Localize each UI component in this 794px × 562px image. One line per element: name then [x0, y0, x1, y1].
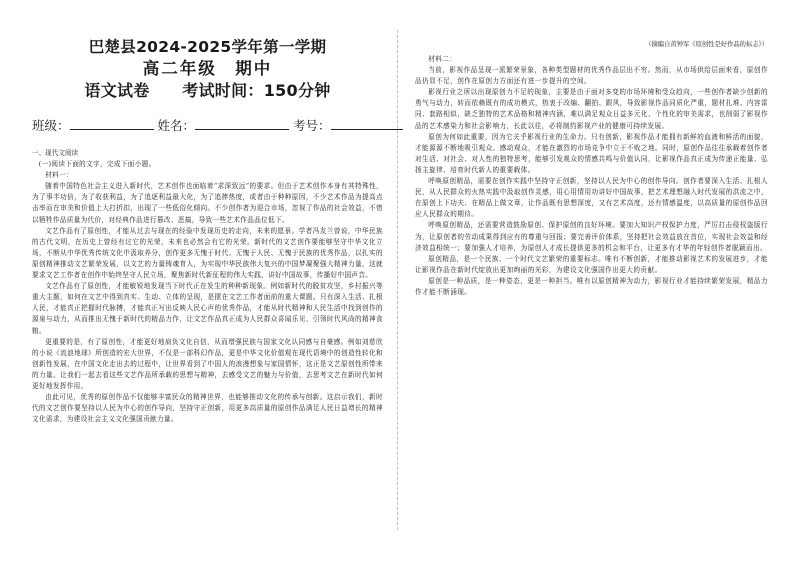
- left-paragraph: 由此可见，优秀的原创作品不仅能够丰富民众的精神世界，也能够推动文化的传承与创新。这启示我们，新时代的文艺创作要坚持以人民为中心的创作导向，坚持守正创新，用更多高质量的原创作品满足人民日益增长的精神文化需求，为建设社会主义文化强国贡献力量。: [32, 393, 383, 424]
- left-paragraph: 文艺作品有了原创性，才能从过去与现在的经验中发现历史的走向，未来的愿景。学者冯友兰曾说，中华民族的古代文明，在历史上曾经有过它的光荣，未来也必然会有它的光荣。新时代的文艺创作要能够坚守中华文化立场，不断从中华优秀传统文化中汲取养分，创作更多无愧于时代、无愧于人民、无愧于民族的优秀作品，以扎实的原创精神推动文艺繁荣发展，以文艺的力量铸魂育人，为实现中华民族伟大复兴的中国梦凝聚强大精神力量，这就要求文艺工作者在创作中始终坚守人民立场，聚焦新时代新征程的伟大实践，讲好中国故事，传播好中国声音。: [32, 226, 383, 280]
- material-one-title: 材料一：: [45, 171, 73, 180]
- right-paragraph: 影视行业之所以出现原创力不足的现象，主要是由于面对多变的市场环境和受众趋向，一些创作者缺少创新的勇气与动力，转而依赖既有的成功模式，热衷于改编、翻拍、跟风，导致影视作品同质化严重，题材扎堆、内容雷同、套路相似，缺乏独特的艺术品格和精神内涵，难以满足观众日益多元化、个性化的审美需求，也削弱了影视作品的艺术感染力和社会影响力，长此以往，必将制约影视产业的健康可持续发展。: [415, 88, 768, 130]
- class-label: 班级：: [32, 118, 70, 133]
- name-blank[interactable]: [195, 117, 289, 130]
- student-info-line: [32, 116, 383, 134]
- left-paragraph: 文艺作品有了原创性，才能敏锐地发现当下时代正在发生的种种新现象。例如新时代的脱贫攻坚，乡村振兴等重大主题，如何在文艺中得到真实、生动、立体的呈现，是摆在文艺工作者面前的重大课题。只有深入生活、扎根人民，才能真正把握时代脉搏，才能真正写出反映人民心声的优秀作品，才能从时代精神和人民生活中找到创作的源泉与动力，从而推出无愧于新时代的精品力作，让文艺作品真正成为人民群众喜闻乐见、引领时代风尚的精神食粮。: [32, 282, 383, 335]
- material-two-title: 材料二：: [428, 55, 457, 63]
- number-label: 考号：: [293, 118, 331, 133]
- right-paragraph: 当前，影视作品呈现一派繁荣景象，各种类型题材的优秀作品层出不穷。然而，从市场供给层面来看，原创作品仍显不足，创作在原创力方面还有进一步提升的空间。: [415, 66, 768, 86]
- reading-instruction: (一)阅读下面的文字，完成下面小题。: [38, 160, 156, 169]
- left-paragraph: 随着中国特色社会主义进入新时代，艺术创作也面临着“求深致远”的要求。但由于艺术创作本身有其特殊性，为了事半功倍，为了收获利益，为了追逐利益最大化，为了追捧热度，或者由于种种原因，不少艺术作品为提高点击率而在审美和价值上大打折扣，出现了一些低俗化倾向。不少创作者为迎合市场，忽视了作品的社会效益，不惜以牺牲作品质量为代价，对经典作品进行篡改、恶搞，导致一些艺术作品品位低下。: [32, 182, 383, 224]
- number-blank[interactable]: [331, 117, 403, 130]
- source-citation: （摘编自黄钟军《原创性是好作品的标志》）: [645, 41, 768, 48]
- right-paragraph: 原创是一种品质，是一种姿态，更是一种担当。唯有以原创精神为动力，影视行业才能持续繁荣发展，精品力作才能不断涌现。: [415, 276, 768, 296]
- exam-title-subject-time: 语文试卷 考试时间：150分钟: [84, 81, 331, 100]
- right-paragraph: 原创精品，是一个民族、一个时代文艺繁荣的重要标志。唯有不断创新，才能推动影视艺术的发展进步，才能让影视作品在新时代绽放出更加绚丽的光彩，为建设文化强国作出更大的贡献。: [415, 254, 768, 274]
- right-paragraph: 呼唤原创精品，还需要营造鼓励原创、保护原创的良好环境。要加大知识产权保护力度，严厉打击侵权盗版行为，让原创者的劳动成果得到应有的尊重与回报；要完善评价体系，坚持把社会效益放在首位，实现社会效益和经济效益相统一；要加强人才培养，为原创人才成长提供更多的机会和平台，让更多有才华的年轻创作者脱颖而出。: [415, 221, 768, 252]
- class-blank[interactable]: [70, 117, 154, 130]
- exam-title-grade: 高二年级 期中: [142, 59, 273, 78]
- section-heading: 一、现代文阅读: [32, 149, 79, 157]
- right-paragraph: 呼唤原创精品，需要在创作实践中坚持守正创新，坚持以人民为中心的创作导向。创作者要深入生活、扎根人民，从人民群众的火热实践中汲取创作灵感，用心用情用功讲好中国故事，把艺术理想融入时代发展的洪流之中，在原创上下功夫、在精品上做文章，让作品既有思想深度，又有艺术高度，还有情感温度，以高质量的原创作品回应人民群众的期待。: [415, 177, 768, 219]
- left-paragraph: 更重要的是，有了原创性，才能更好地肩负文化自信，从而增强民族与国家文化认同感与自豪感。例如刘慈欣的小说《流浪地球》所创造的宏大世界，不仅是一部科幻作品，更是中华文化价值观在现代语境中的创造性转化和创新性发展，在中国文化走出去的过程中，让世界看到了中国人的浪漫想象与家国情怀，这正是文艺原创性所带来的力量。让我们一起去看这些文艺作品所承载的思想与精神，去感受文艺的魅力与价值，去思考文艺在新时代如何更好地发挥作用。: [32, 337, 383, 390]
- name-label: 姓名：: [157, 118, 196, 133]
- exam-title-school-term: 巴楚县2024-2025学年第一学期: [88, 38, 327, 56]
- right-column: [397, 0, 794, 562]
- right-paragraph: 原创为何如此重要，因为它关乎影视行业的生命力。只有创新，影视作品才能拥有新鲜的血液和鲜活的面貌，才能源源不断地吸引观众、感动观众，才能在激烈的市场竞争中立于不败之地。同时，原创作品往往承载着创作者对生活、对社会、对人性的独特思考，能够引发观众的情感共鸣与价值认同，让影视作品真正成为传递正能量、弘扬主旋律、培育时代新人的重要载体。: [415, 132, 768, 174]
